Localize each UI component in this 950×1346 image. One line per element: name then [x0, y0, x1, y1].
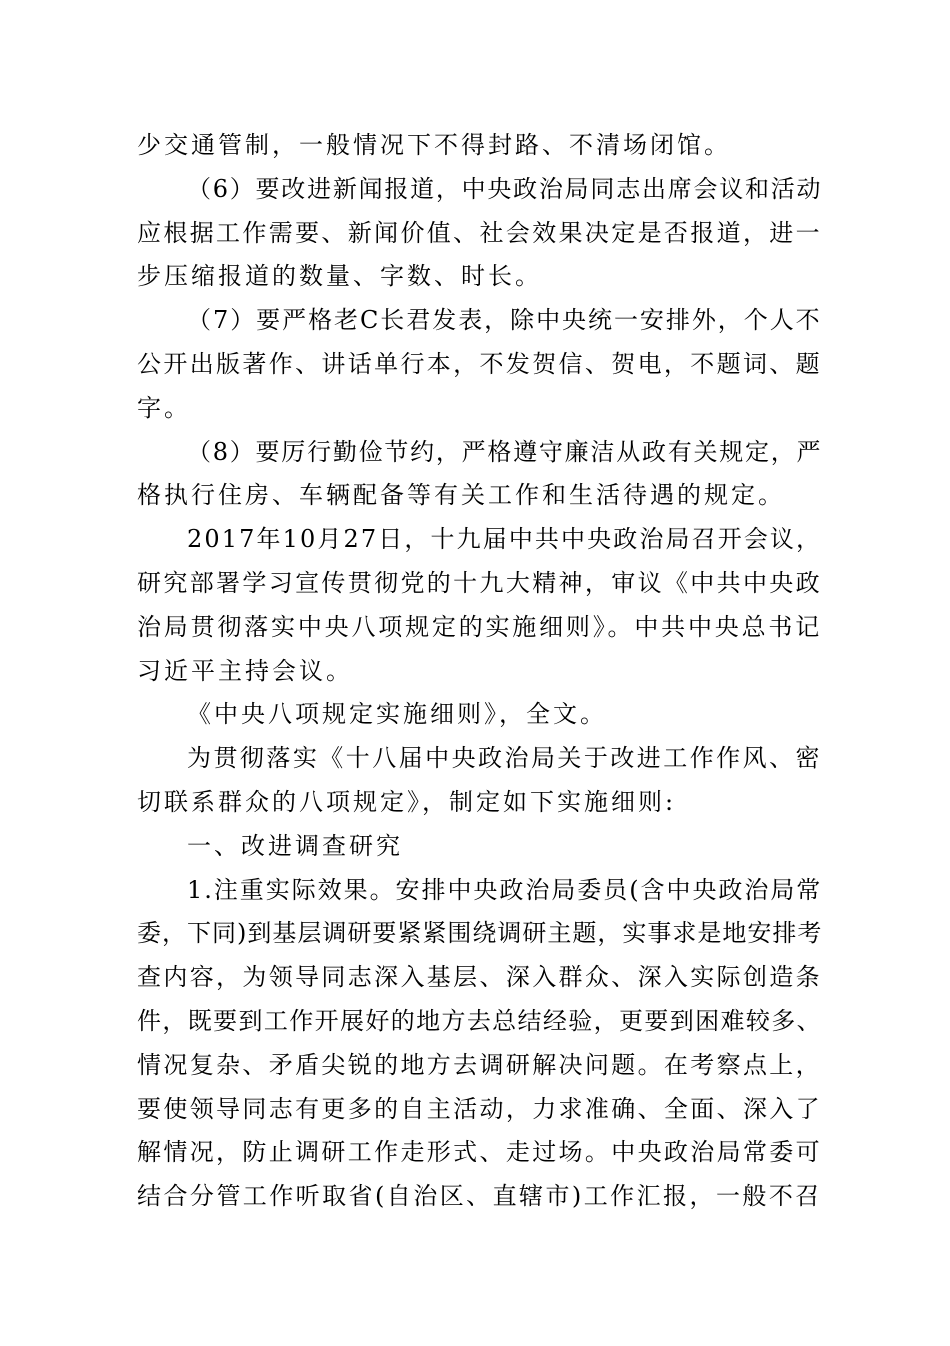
text-line: （6）要改进新闻报道，中央政治局同志出席会议和活动 [187, 175, 823, 203]
text-line: 治局贯彻落实中央八项规定的实施细则》。中共中央总书记 [137, 613, 822, 641]
text-line: 步压缩报道的数量、字数、时长。 [137, 262, 542, 290]
section-heading: 一、改进调查研究 [187, 832, 403, 860]
text-line: 查内容，为领导同志深入基层、深入群众、深入实际创造条 [137, 963, 822, 991]
text-line: 为贯彻落实《十八届中央政治局关于改进工作作风、密 [187, 744, 822, 772]
text-line: 字。 [137, 394, 191, 422]
text-line: 2017年10月27日，十九届中共中央政治局召开会议， [187, 525, 823, 553]
text-line: 少交通管制，一般情况下不得封路、不清场闭馆。 [137, 131, 731, 159]
text-line: 要使领导同志有更多的自主活动，力求准确、全面、深入了 [137, 1095, 822, 1123]
text-line: （8）要厉行勤俭节约，严格遵守廉洁从政有关规定，严 [187, 438, 823, 466]
text-line: 格执行住房、车辆配备等有关工作和生活待遇的规定。 [137, 481, 785, 509]
text-line: 件，既要到工作开展好的地方去总结经验，更要到困难较多、 [137, 1007, 822, 1035]
text-line: 习近平主持会议。 [137, 657, 353, 685]
text-line: 结合分管工作听取省(自治区、直辖市)工作汇报，一般不召 [137, 1182, 822, 1210]
text-line: 委，下同)到基层调研要紧紧围绕调研主题，实事求是地安排考 [137, 919, 823, 947]
text-line: 公开出版著作、讲话单行本，不发贺信、贺电，不题词、题 [137, 350, 822, 378]
text-line: 解情况，防止调研工作走形式、走过场。中央政治局常委可 [137, 1138, 822, 1166]
text-line: （7）要严格老C长君发表，除中央统一安排外，个人不 [187, 306, 822, 334]
text-line: 情况复杂、矛盾尖锐的地方去调研解决问题。在考察点上， [137, 1051, 822, 1079]
text-line: 1.注重实际效果。安排中央政治局委员(含中央政治局常 [187, 876, 823, 904]
text-line: 《中央八项规定实施细则》，全文。 [187, 700, 607, 728]
text-line: 切联系群众的八项规定》，制定如下实施细则: [137, 788, 677, 816]
text-line: 研究部署学习宣传贯彻党的十九大精神，审议《中共中央政 [137, 569, 822, 597]
text-line: 应根据工作需要、新闻价值、社会效果决定是否报道，进一 [137, 219, 822, 247]
